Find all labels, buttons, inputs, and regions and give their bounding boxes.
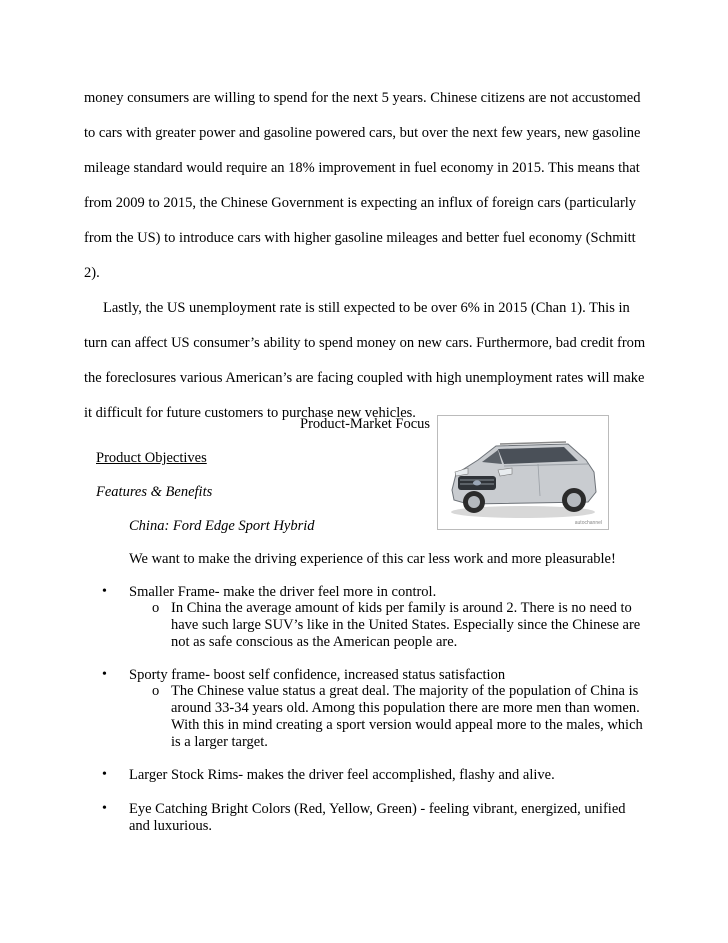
paragraph2-line-4: it difficult for future customers to purchase new vehicles. xyxy=(84,405,416,421)
bullet-4-text-line-2: and luxurious. xyxy=(129,818,212,834)
bullet-marker: • xyxy=(102,767,107,782)
features-benefits-heading: Features & Benefits xyxy=(96,484,213,500)
bullet-2-sub-line-1: The Chinese value status a great deal. The majority of the population of China is xyxy=(171,683,639,699)
car-image xyxy=(437,415,609,530)
paragraph2-line-1: Lastly, the US unemployment rate is still expected to be over 6% in 2015 (Chan 1). This in xyxy=(103,300,630,316)
bullet-1-sub-line-3: not as safe conscious as the American people are. xyxy=(171,634,458,650)
bullet-marker: • xyxy=(102,801,107,816)
paragraph1-line-4: from 2009 to 2015, the Chinese Government is expecting an influx of foreign cars (particularly xyxy=(84,195,637,211)
paragraph2-line-2: turn can affect US consumer’s ability to spend money on new cars. Furthermore, bad credit from xyxy=(84,335,646,351)
section-title: Product-Market Focus xyxy=(300,416,431,432)
image-caption-mark: autochannel xyxy=(574,520,602,526)
bullet-2-sub-line-2: around 33-34 years old. Among this population there are more men than women. xyxy=(171,700,640,716)
suv-car-icon xyxy=(438,416,608,529)
bullet-2-text: Sporty frame- boost self confidence, increased status satisfaction xyxy=(129,667,506,683)
bullet-3-text: Larger Stock Rims- makes the driver feel accomplished, flashy and alive. xyxy=(129,767,555,783)
paragraph2-line-3: the foreclosures various American’s are facing coupled with high unemployment rates will make xyxy=(84,370,645,386)
product-name: China: Ford Edge Sport Hybrid xyxy=(129,518,315,534)
bullet-2-sub-line-4: is a larger target. xyxy=(171,734,268,750)
bullet-2-sub-line-3: With this in mind creating a sport version would appeal more to the males, which xyxy=(171,717,643,733)
sub-bullet-marker: o xyxy=(152,600,160,616)
paragraph1-line-6: 2). xyxy=(84,265,100,281)
paragraph1-line-1: money consumers are willing to spend for the next 5 years. Chinese citizens are not accustomed xyxy=(84,90,641,106)
product-objectives-heading: Product Objectives xyxy=(96,450,207,466)
product-goal: We want to make the driving experience of this car less work and more pleasurable! xyxy=(129,551,616,567)
paragraph1-line-2: to cars with greater power and gasoline powered cars, but over the next few years, new gasoline xyxy=(84,125,641,141)
bullet-1-text: Smaller Frame- make the driver feel more in control. xyxy=(129,584,437,600)
paragraph1-line-3: mileage standard would require an 18% improvement in fuel economy in 2015. This means that xyxy=(84,160,640,176)
bullet-4-text-line-1: Eye Catching Bright Colors (Red, Yellow, Green) - feeling vibrant, energized, unified xyxy=(129,801,626,817)
paragraph1-line-5: from the US) to introduce cars with higher gasoline mileages and better fuel economy (Schmitt xyxy=(84,230,636,246)
sub-bullet-marker: o xyxy=(152,683,160,699)
bullet-marker: • xyxy=(102,584,107,599)
bullet-marker: • xyxy=(102,667,107,682)
bullet-1-sub-line-1: In China the average amount of kids per family is around 2. There is no need to xyxy=(171,600,632,616)
bullet-1-sub-line-2: have such large SUV’s like in the United States. Especially since the Chinese are xyxy=(171,617,641,633)
